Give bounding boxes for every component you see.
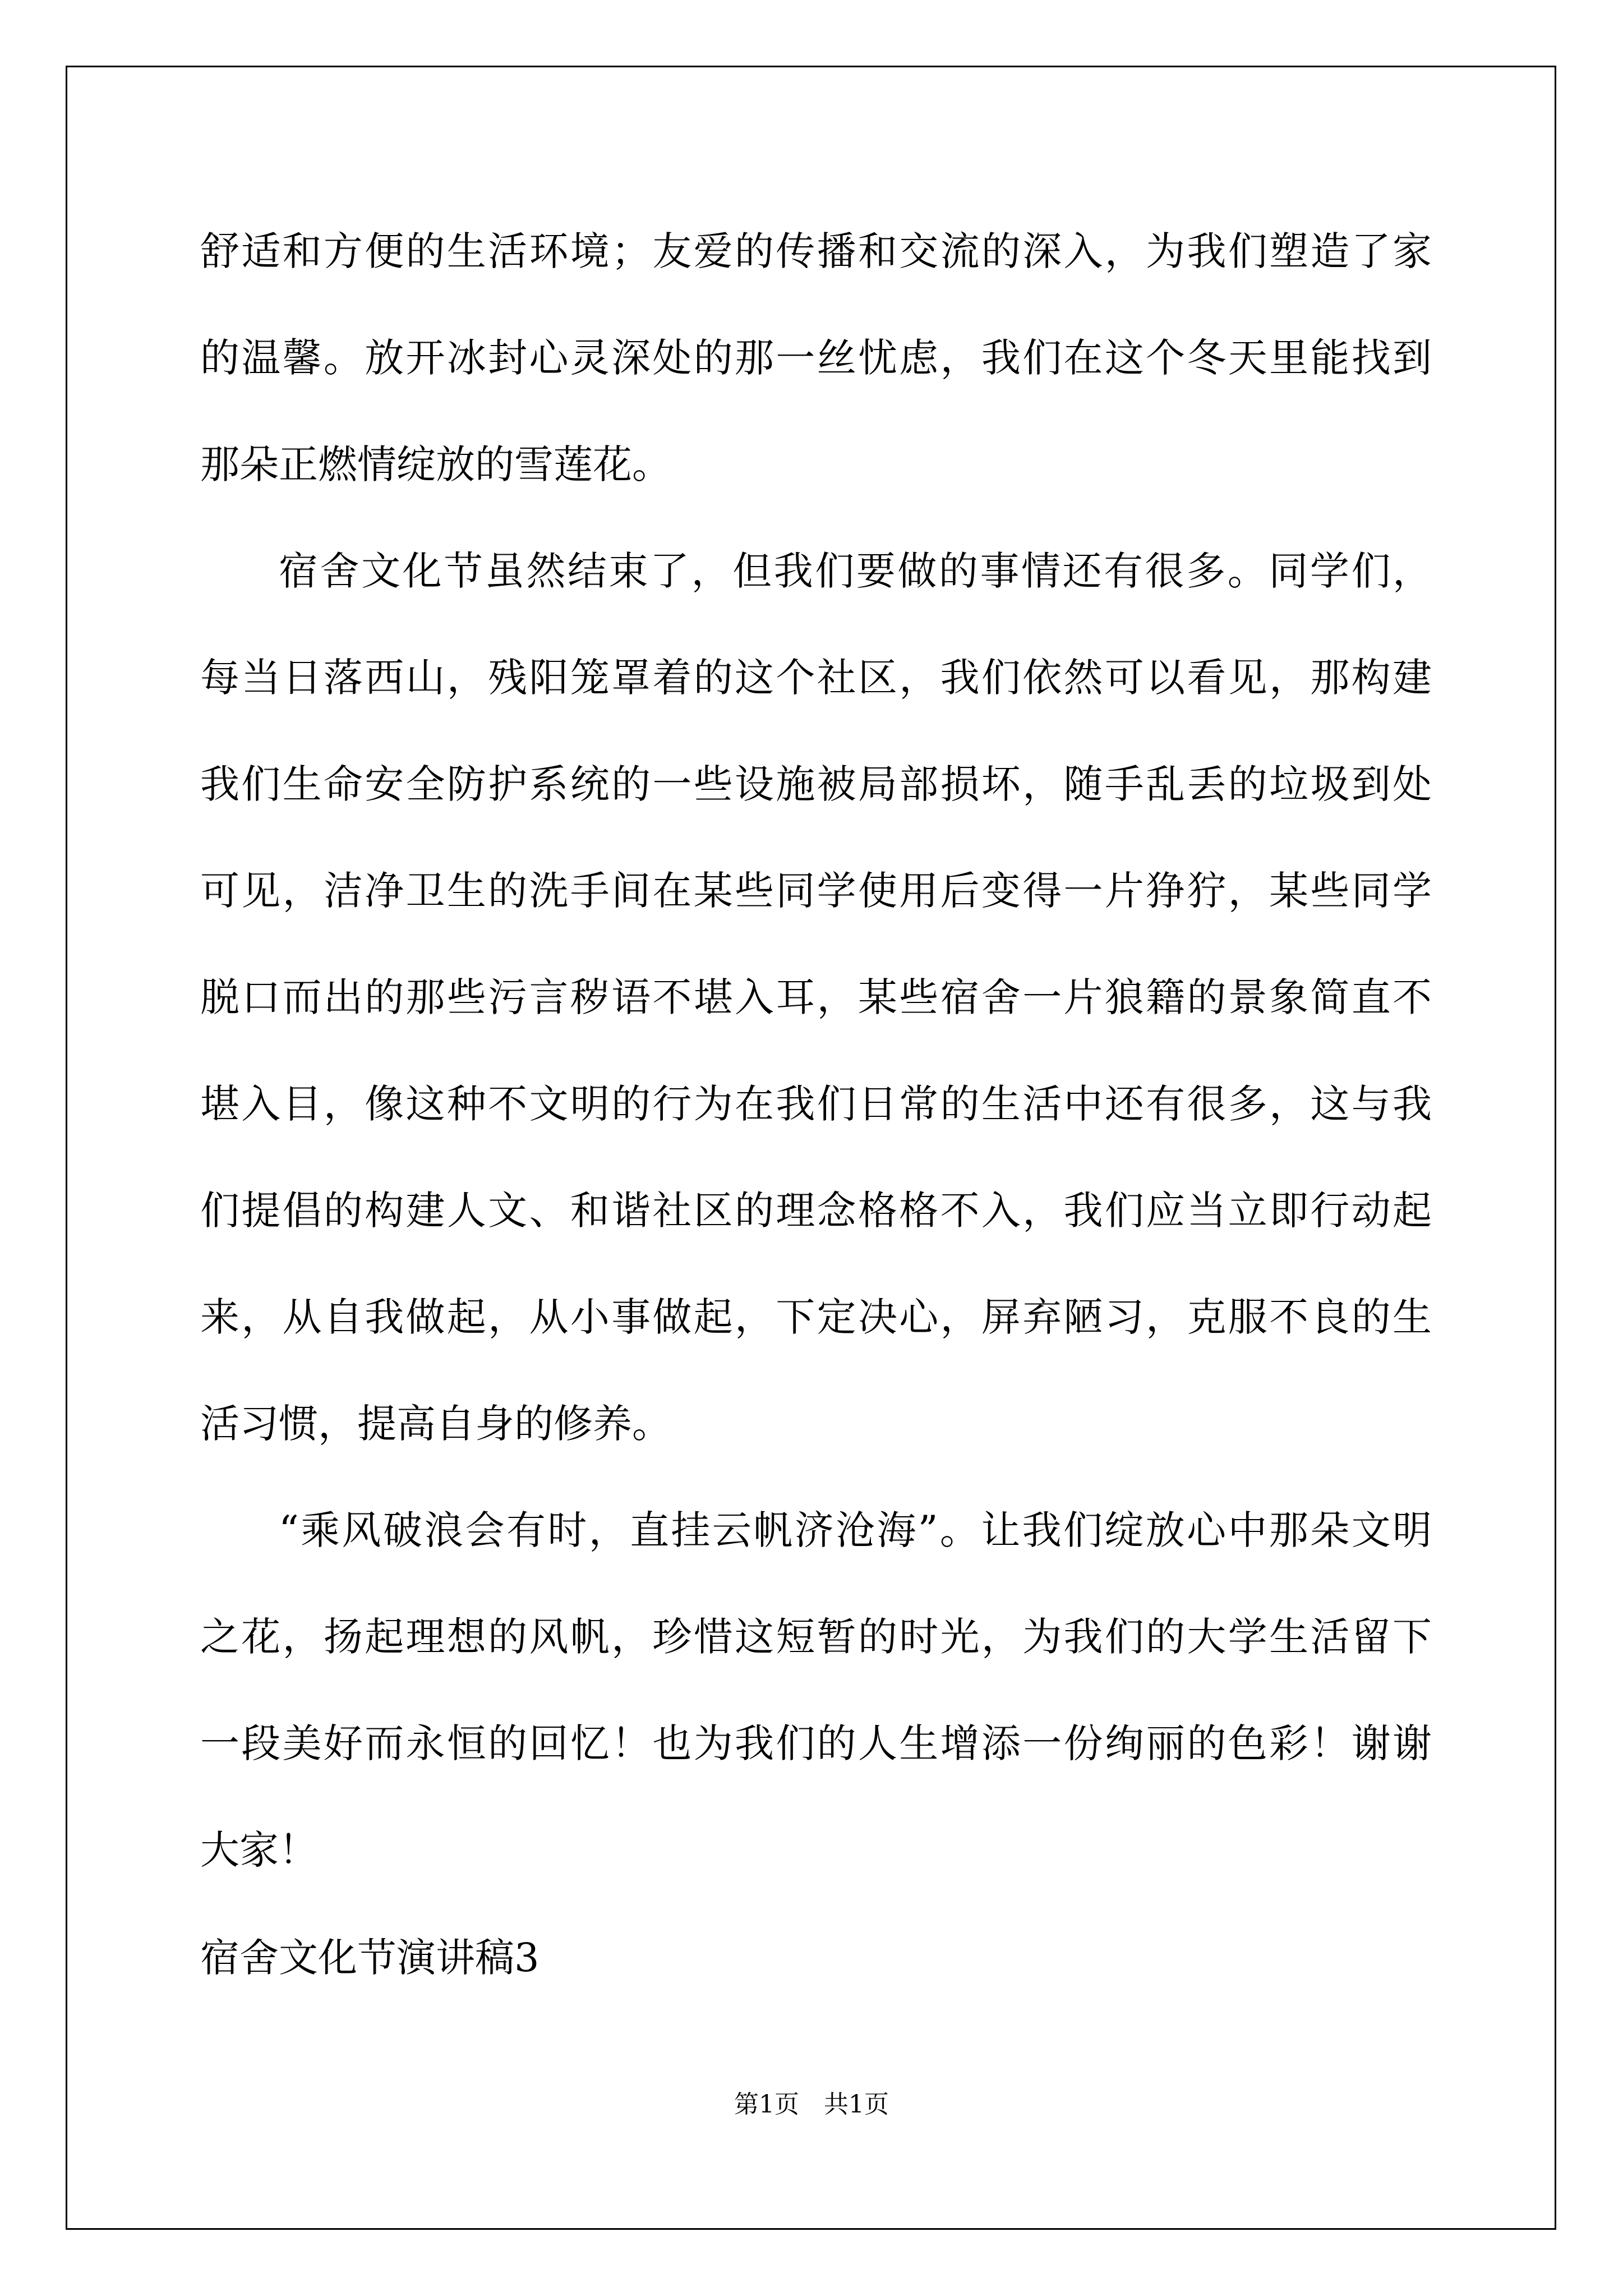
paragraph-2-line-2: 每当日落西山，残阳笼罩着的这个社区，我们依然可以看见，那构建 [200, 655, 1432, 701]
paragraph-2-line-6: 堪入目，像这种不文明的行为在我们日常的生活中还有很多，这与我 [200, 1081, 1432, 1127]
page-footer: 第1页 共1页 [734, 2090, 889, 2119]
paragraph-2-line-4: 可见，洁净卫生的洗手间在某些同学使用后变得一片狰狞，某些同学 [200, 868, 1432, 914]
paragraph-2-line-9: 活习惯，提高自身的修养。 [200, 1401, 671, 1447]
paragraph-1-line-3: 那朵正燃情绽放的雪莲花。 [200, 441, 671, 487]
paragraph-1-line-2: 的温馨。放开冰封心灵深处的那一丝忧虑，我们在这个冬天里能找到 [200, 335, 1432, 381]
document-body [200, 219, 1432, 1925]
paragraph-1-line-1: 舒适和方便的生活环境；友爱的传播和交流的深入，为我们塑造了家 [200, 228, 1432, 274]
paragraph-2-line-1: 宿舍文化节虽然结束了，但我们要做的事情还有很多。同学们， [279, 548, 1432, 594]
paragraph-2-line-3: 我们生命安全防护系统的一些设施被局部损坏，随手乱丢的垃圾到处 [200, 761, 1432, 807]
paragraph-3-line-3: 一段美好而永恒的回忆！也为我们的人生增添一份绚丽的色彩！谢谢 [200, 1720, 1432, 1766]
paragraph-3-line-1: “乘风破浪会有时，直挂云帆济沧海”。让我们绽放心中那朵文明 [279, 1507, 1432, 1553]
paragraph-2-line-7: 们提倡的构建人文、和谐社区的理念格格不入，我们应当立即行动起 [200, 1188, 1432, 1234]
paragraph-3-line-2: 之花，扬起理想的风帆，珍惜这短暂的时光，为我们的大学生活留下 [200, 1614, 1432, 1660]
paragraph-2-line-8: 来，从自我做起，从小事做起，下定决心，屏弃陋习，克服不良的生 [200, 1294, 1432, 1340]
paragraph-3-line-4: 大家！ [200, 1827, 318, 1873]
paragraph-2-line-5: 脱口而出的那些污言秽语不堪入耳，某些宿舍一片狼籍的景象简直不 [200, 974, 1432, 1020]
section-heading: 宿舍文化节演讲稿3 [200, 1935, 540, 1981]
